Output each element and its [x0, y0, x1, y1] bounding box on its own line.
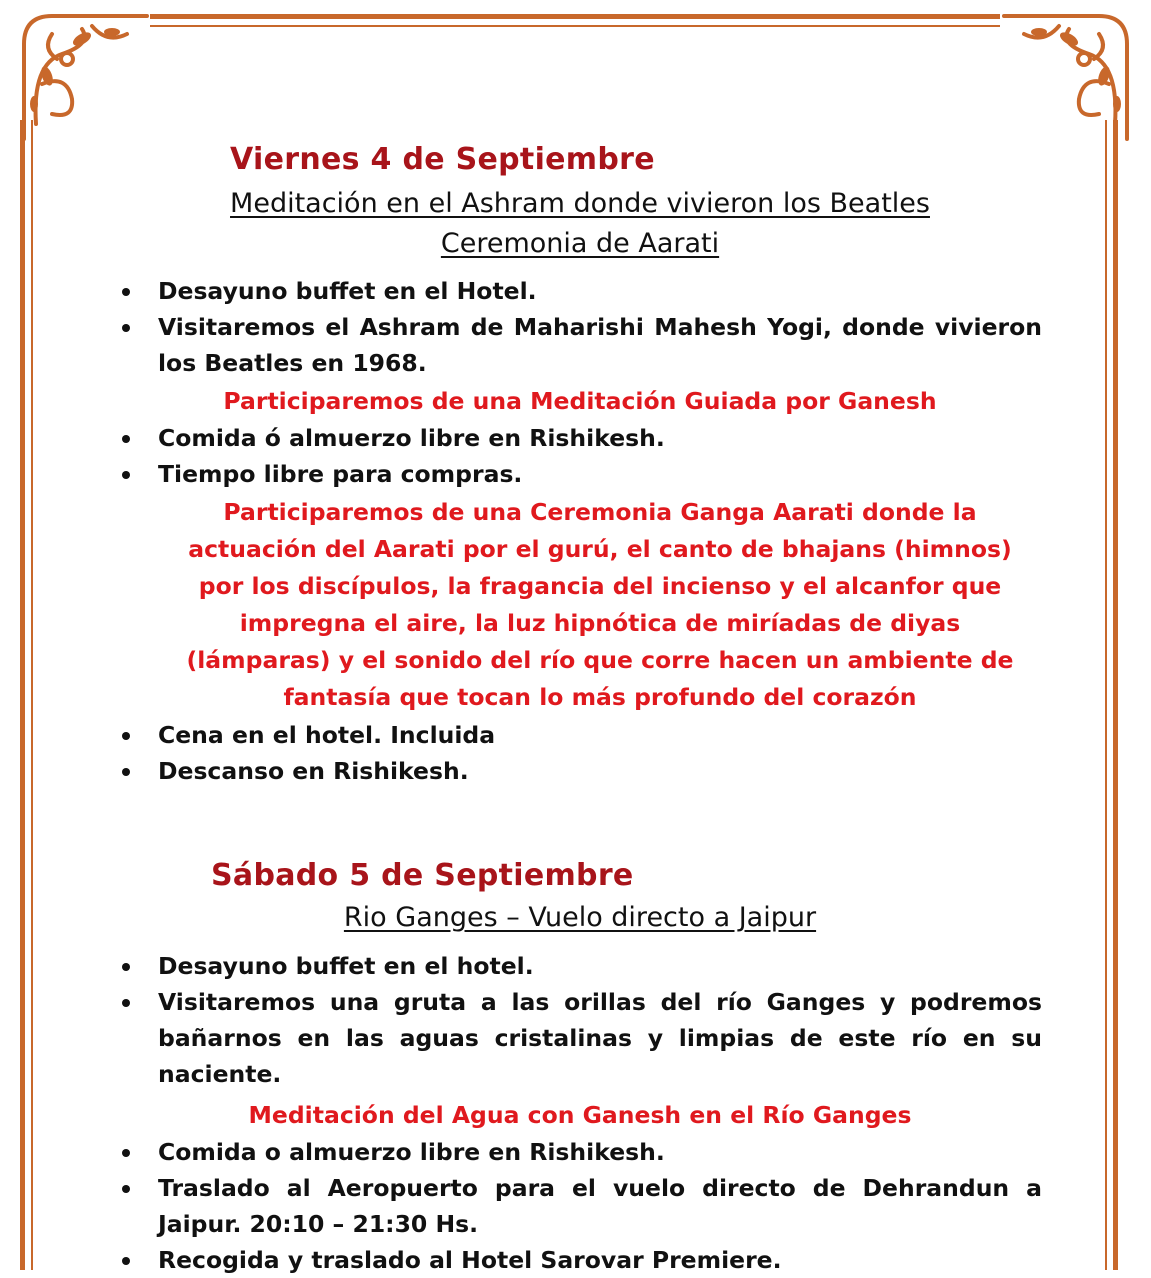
bullet-icon	[122, 999, 130, 1007]
frame-right-inner	[1105, 120, 1107, 1270]
list-item: Desayuno buffet en el hotel.	[110, 948, 1042, 984]
bullet-icon	[122, 435, 130, 443]
list-item: Desayuno buffet en el Hotel.	[110, 273, 1042, 309]
day1-list-b	[110, 420, 1042, 492]
day2-list-b	[110, 1134, 1042, 1278]
frame-top-inner	[150, 25, 1000, 27]
bullet-icon	[122, 732, 130, 740]
bullet-icon	[122, 1149, 130, 1157]
list-item: Traslado al Aeropuerto para el vuelo directo de Dehrandun a Jaipur. 20:10 – 21:30 Hs.	[110, 1170, 1042, 1242]
frame-top-outer	[150, 14, 1000, 19]
corner-ornament-left-icon	[12, 4, 152, 144]
day1-list-a	[110, 273, 1042, 381]
bullet-icon	[122, 963, 130, 971]
list-item: Descanso en Rishikesh.	[110, 753, 1042, 789]
list-item: Recogida y traslado al Hotel Sarovar Premiere.	[110, 1242, 1042, 1278]
day1-highlight-1: Participaremos de una Meditación Guiada por Ganesh	[223, 387, 937, 415]
bullet-icon	[122, 1185, 130, 1193]
list-item: Cena en el hotel. Incluida	[110, 717, 1042, 753]
bullet-icon	[122, 324, 130, 332]
day1-list-c	[110, 717, 1042, 789]
list-item: Comida o almuerzo libre en Rishikesh.	[110, 1134, 1042, 1170]
day2-list-a	[110, 948, 1042, 1092]
corner-ornament-right-icon	[999, 4, 1139, 144]
bullet-icon	[122, 288, 130, 296]
bullet-icon	[122, 471, 130, 479]
list-item: Visitaremos una gruta a las orillas del río Ganges y podremos bañarnos en las aguas cristalinas y limpias de este río en su naciente.	[110, 984, 1042, 1092]
list-item: Comida ó almuerzo libre en Rishikesh.	[110, 420, 1042, 456]
frame-left-outer	[20, 120, 25, 1270]
day1-subtitle-1: Meditación en el Ashram donde vivieron los Beatles	[230, 188, 930, 219]
frame-right-outer	[1113, 120, 1118, 1270]
day1-subtitle-2: Ceremonia de Aarati	[440, 228, 720, 259]
day2-highlight: Meditación del Agua con Ganesh en el Río Ganges	[248, 1101, 912, 1129]
day2-title: Sábado 5 de Septiembre	[211, 858, 634, 893]
day1-highlight-2: Participaremos de una Ceremonia Ganga Aarati donde la actuación del Aarati por el gurú, el canto de bhajans (himnos) por los discípulos, la fragancia del incienso y el alcanfor que impregna el aire, la luz hipnótica de miríadas de diyas (lámparas) y el sonido del río que corre hacen un ambiente de fantasía que tocan lo más profundo del corazón	[186, 498, 1014, 711]
day1-title: Viernes 4 de Septiembre	[230, 142, 655, 177]
day2-subtitle: Rio Ganges – Vuelo directo a Jaipur	[343, 902, 817, 933]
frame-left-inner	[31, 120, 33, 1270]
list-item: Visitaremos el Ashram de Maharishi Mahesh Yogi, donde vivieron los Beatles en 1968.	[110, 309, 1042, 381]
bullet-icon	[122, 1257, 130, 1265]
bullet-icon	[122, 768, 130, 776]
list-item: Tiempo libre para compras.	[110, 456, 1042, 492]
